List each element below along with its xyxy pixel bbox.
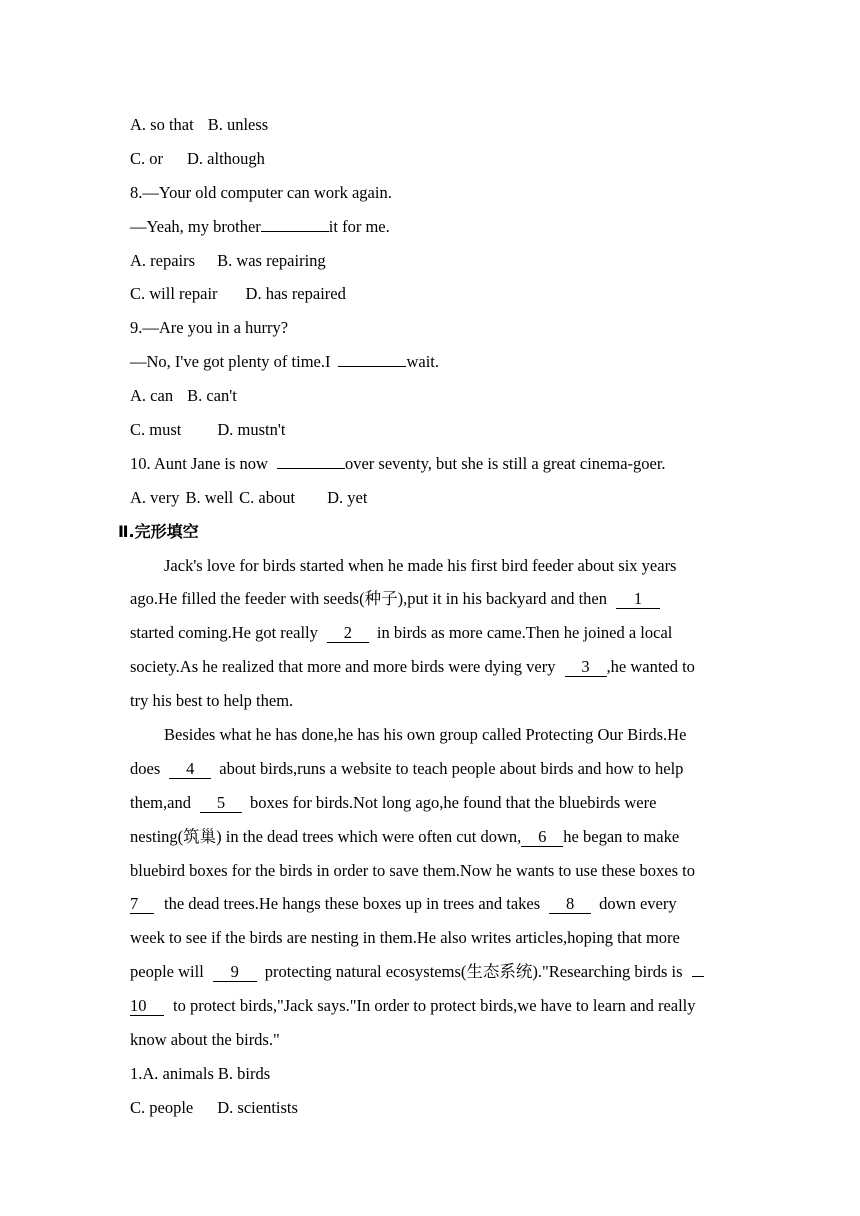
- passage-line: [130, 650, 740, 684]
- q10-option-d: D. yet: [327, 487, 368, 507]
- q10-option-c: C. about: [239, 487, 296, 507]
- q9-stem: [130, 311, 740, 345]
- passage-text: bluebird boxes for the birds in order to save them.Now he wants to use these boxes to: [130, 860, 696, 880]
- passage-line: [130, 854, 740, 888]
- q10-option-a: A. very: [130, 487, 180, 507]
- passage-text: to protect birds,"Jack says."In order to protect birds,we have to learn and really: [173, 996, 696, 1016]
- cloze-blank-7[interactable]: 7: [130, 895, 154, 914]
- passage-line: [130, 786, 740, 820]
- cloze-blank-4[interactable]: 4: [169, 760, 211, 779]
- passage-line: [130, 887, 740, 921]
- cloze-q1-options-row-1: [130, 1057, 740, 1091]
- q10-stem-post: over seventy, but she is still a great cinema-goer.: [344, 453, 666, 473]
- cloze-q1-option-a: 1.A. animals: [130, 1063, 214, 1083]
- passage-text: in birds as more came.Then he joined a local: [376, 623, 673, 643]
- cloze-blank-1[interactable]: 1: [616, 590, 660, 609]
- passage-text: about birds,runs a website to teach people about birds and how to help: [219, 758, 684, 778]
- passage-line: [130, 955, 740, 989]
- q9-stem-text: 9.—Are you in a hurry?: [130, 318, 289, 338]
- q9-reply-pre: —No, I've got plenty of time.I: [130, 352, 331, 372]
- q7-option-a: A. so that: [130, 115, 194, 134]
- passage-line: [130, 684, 740, 718]
- q7-option-d: D. although: [187, 148, 265, 168]
- q8-stem: [130, 176, 740, 210]
- passage-text: nesting(筑巢) in the dead trees which were often cut down,: [130, 826, 522, 846]
- q8-reply: [130, 210, 740, 244]
- q10-answer-blank[interactable]: [277, 468, 345, 469]
- q8-option-c: C. will repair: [130, 284, 218, 304]
- cloze-q1-option-c: C. people: [130, 1097, 194, 1117]
- q9-reply-post: wait.: [406, 352, 440, 372]
- cloze-q1-options-row-2: [130, 1091, 740, 1125]
- cloze-blank-8[interactable]: 8: [549, 895, 591, 914]
- section-heading: [118, 515, 740, 549]
- cloze-blank-10[interactable]: 10: [130, 997, 164, 1016]
- q9-answer-blank[interactable]: [338, 366, 406, 367]
- q8-reply-pre: —Yeah, my brother: [130, 216, 261, 236]
- q7-option-c: C. or: [130, 148, 163, 168]
- q10-options-row: [130, 481, 740, 515]
- cloze-blank-10-lead: [692, 976, 704, 977]
- cloze-q1-option-b: B. birds: [217, 1063, 271, 1083]
- q8-options-row-2: [130, 277, 740, 311]
- cloze-blank-5[interactable]: 5: [200, 794, 242, 813]
- passage-text: week to see if the birds are nesting in them.He also writes articles,hoping that more: [130, 928, 680, 948]
- passage-line: [130, 921, 740, 955]
- passage-line: [130, 718, 740, 752]
- passage-text: he began to make: [563, 826, 680, 846]
- q9-option-b: B. can't: [187, 386, 237, 406]
- cloze-blank-6[interactable]: 6: [521, 828, 563, 847]
- cloze-blank-3[interactable]: 3: [565, 658, 607, 677]
- passage-line: [130, 582, 740, 616]
- passage-text: people will: [130, 962, 204, 982]
- q9-option-c: C. must: [130, 420, 182, 440]
- document-page: [118, 108, 740, 1125]
- q10-stem-pre: 10. Aunt Jane is now: [130, 453, 268, 473]
- passage-line: [130, 549, 740, 583]
- q9-option-d: D. mustn't: [217, 420, 286, 440]
- passage-text: does: [130, 758, 161, 778]
- q7-options-row-2: [130, 142, 740, 176]
- passage-line: [130, 989, 740, 1023]
- q8-option-a: A. repairs: [130, 250, 196, 270]
- q9-options-row-2: [130, 413, 740, 447]
- q9-option-a: A. can: [130, 386, 174, 406]
- passage-text: Besides what he has done,he has his own group called Protecting Our Birds.He: [164, 725, 687, 745]
- q8-options-row-1: [130, 244, 740, 278]
- passage-text: started coming.He got really: [130, 623, 318, 643]
- q9-options-row-1: [130, 379, 740, 413]
- passage-text: society.As he realized that more and more birds were dying very: [130, 657, 556, 677]
- q7-option-b: B. unless: [207, 115, 269, 134]
- passage-text: boxes for birds.Not long ago,he found that the bluebirds were: [249, 792, 657, 812]
- passage-line: [130, 752, 740, 786]
- passage-line: [130, 616, 740, 650]
- passage-line: [130, 820, 740, 854]
- passage-text: them,and: [130, 792, 191, 812]
- passage-text: the dead trees.He hangs these boxes up in trees and takes: [164, 894, 541, 914]
- cloze-blank-9[interactable]: 9: [213, 963, 257, 982]
- cloze-q1-option-d: D. scientists: [217, 1097, 298, 1117]
- cloze-blank-2[interactable]: 2: [327, 624, 369, 643]
- passage-text: try his best to help them.: [130, 691, 294, 711]
- q9-reply: [130, 345, 740, 379]
- q8-option-d: D. has repaired: [245, 284, 346, 304]
- passage-text: protecting natural ecosystems(生态系统)."Researching birds is: [264, 962, 683, 982]
- passage-text: know about the birds.": [130, 1030, 280, 1050]
- q8-option-b: B. was repairing: [217, 250, 326, 270]
- q8-stem-text: 8.—Your old computer can work again.: [130, 182, 392, 202]
- passage-text: ,he wanted to: [606, 657, 695, 677]
- q7-options-row-1: [130, 108, 740, 142]
- q8-reply-post: it for me.: [328, 216, 390, 236]
- passage-text: ago.He filled the feeder with seeds(种子),put it in his backyard and then: [130, 589, 607, 609]
- passage-text: down every: [599, 894, 677, 914]
- section-2-title: Ⅱ.完形填空: [118, 521, 199, 541]
- passage-line: [130, 1023, 740, 1057]
- q8-answer-blank[interactable]: [261, 231, 329, 232]
- q10-option-b: B. well: [185, 487, 234, 507]
- q10-stem: [130, 447, 740, 481]
- passage-text: Jack's love for birds started when he made his first bird feeder about six years: [164, 555, 677, 575]
